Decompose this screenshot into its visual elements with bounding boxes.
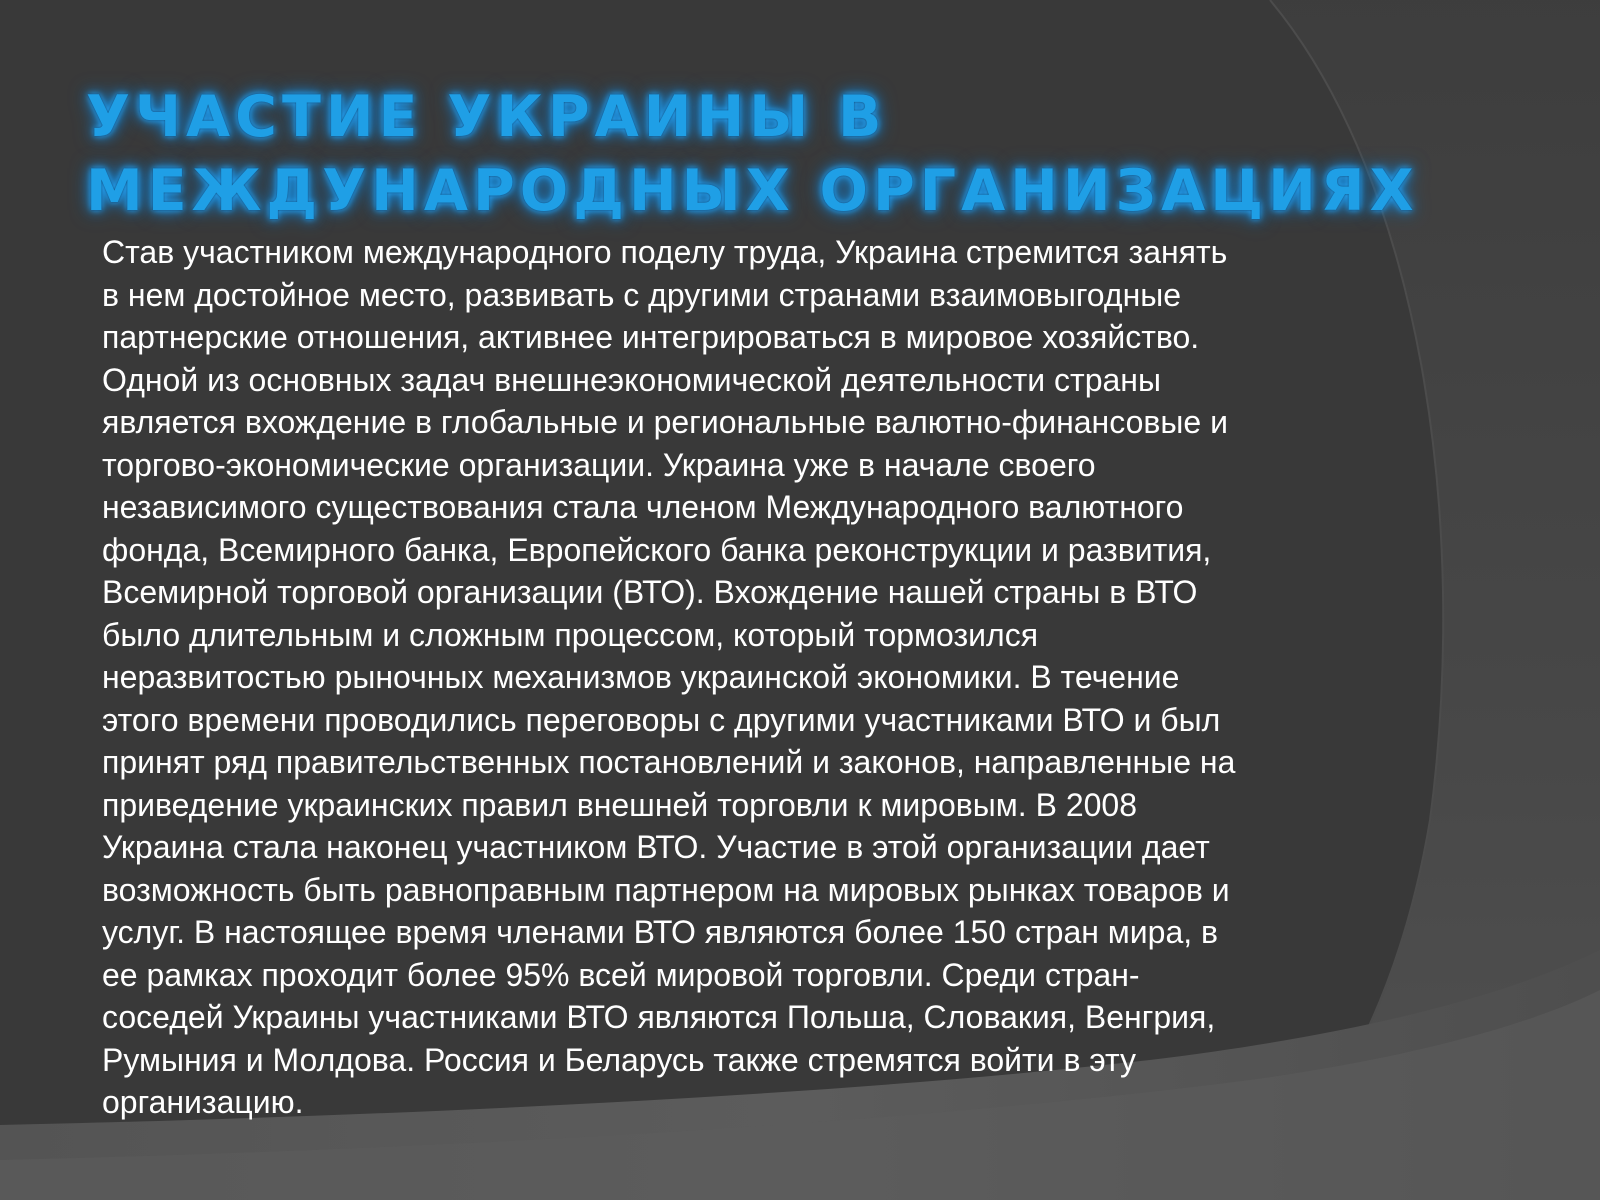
body-line: было длительным и сложным процессом, который тормозился [102,616,1039,653]
title-line: МЕЖДУНАРОДНЫХ ОРГАНИЗАЦИЯХ [86,158,1419,224]
body-line: торгово-экономические организации. Украина уже в начале своего [102,446,1096,483]
body-line: приведение украинских правил внешней торговли к мировым. В 2008 [102,786,1137,823]
body-line: фонда, Всемирного банка, Европейского банка реконструкции и развития, [102,531,1212,568]
body-line: возможность быть равноправным партнером на мировых рынках товаров и [102,871,1230,908]
body-line: партнерские отношения, активнее интегрироваться в мировое хозяйство. [102,319,1200,355]
body-line: Украина стала наконец участником ВТО. Участие в этой организации дает [102,829,1210,865]
body-line: Став участником международного поделу труда, Украина стремится занять [102,234,1228,270]
body-line: этого времени проводились переговоры с другими участниками ВТО и был [102,701,1221,738]
body-line: ее рамках проходит более 95% всей мировой торговли. Среди стран- [102,956,1140,993]
body-line: независимого существования стала членом Международного валютного [102,489,1184,525]
body-line: соседей Украины участниками ВТО являются Польша, Словакия, Венгрия, [102,999,1216,1035]
body-line: в нем достойное место, развивать с другими странами взаимовыгодные [102,276,1182,313]
title-line: УЧАСТИЕ УКРАИНЫ В [86,84,887,150]
body-line: Одной из основных задач внешнеэкономической деятельности страны [102,361,1161,398]
body-paragraph [102,231,1482,1124]
body-line: Румыния и Молдова. Россия и Беларусь также стремятся войти в эту [102,1041,1136,1078]
body-line: услуг. В настоящее время членами ВТО являются более 150 стран мира, в [102,914,1219,950]
body-line: организацию. [102,1084,304,1120]
body-line: Всемирной торговой организации (ВТО). Вхождение нашей страны в ВТО [102,574,1198,610]
slide-title [86,80,1526,228]
body-line: является вхождение в глобальные и региональные валютно-финансовые и [102,404,1228,440]
body-line: принят ряд правительственных постановлений и законов, направленные на [102,744,1236,780]
body-line: неразвитостью рыночных механизмов украинской экономики. В течение [102,659,1180,695]
